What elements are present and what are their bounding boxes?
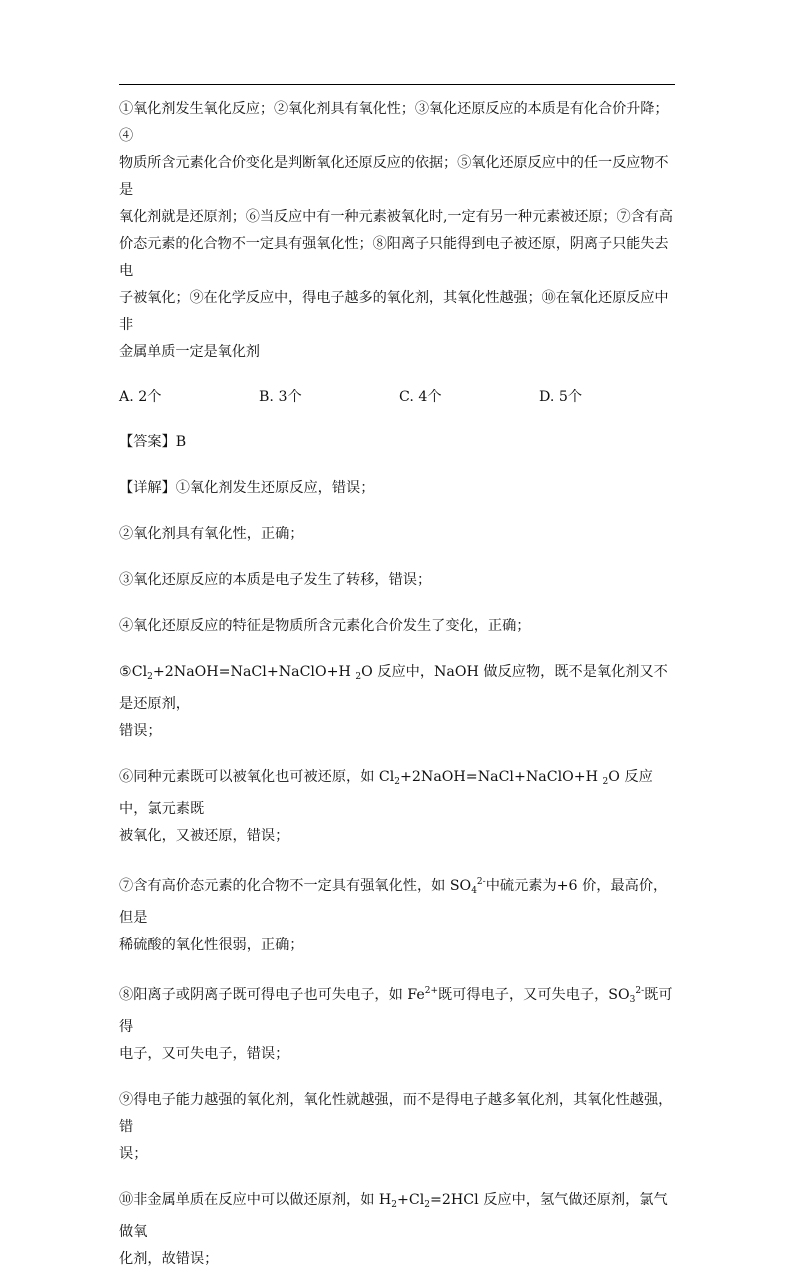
subscript: 3 — [629, 995, 636, 1005]
explanation-text: 被氧化，又被还原，错误； — [119, 828, 290, 844]
header-rule — [119, 84, 675, 85]
subscript: 2 — [147, 672, 153, 682]
answer: 【答案】B — [119, 434, 187, 450]
explanation-item-1: 【详解】①氧化剂发生还原反应，错误； — [119, 480, 375, 496]
explanation-text: ⑧阳离子或阴离子既可得电子也可失电子，如 Fe — [119, 987, 425, 1003]
question-line: 物质所含元素化合价变化是判断氧化还原反应的依据；⑤氧化还原反应中的任一反应物不是 — [119, 155, 669, 198]
question-line: ①氧化剂发生氧化反应；②氧化剂具有氧化性；③氧化还原反应的本质是有化合价升降；④ — [119, 101, 669, 144]
explanation-text: 稀硫酸的氧化性很弱，正确； — [119, 937, 304, 953]
explanation-text: ⑥同种元素既可以被氧化也可被还原，如 Cl — [119, 769, 395, 785]
subscript: 2 — [424, 1200, 431, 1210]
question-line: 子被氧化；⑨在化学反应中，得电子越多的氧化剂，其氧化性越强；⑩在氧化还原反应中非 — [119, 290, 669, 333]
explanation-item-8 — [119, 978, 679, 1068]
explanation-text: =2HCl 反应中，氢气做还原剂，氯气做氧 — [119, 1192, 668, 1240]
superscript: 2+ — [424, 986, 439, 996]
explanation-text: ⑩非金属单质在反应中可以做还原剂，如 H — [119, 1192, 392, 1208]
option-b: B. 3个 — [259, 389, 302, 405]
question-line: 价态元素的化合物不一定具有强氧化性；⑧阳离子只能得到电子被还原，阴离子只能失去电 — [119, 236, 669, 279]
content — [119, 96, 679, 1273]
subscript: 2 — [355, 672, 362, 682]
explanation — [119, 475, 679, 1273]
explanation-item-9 — [119, 1087, 679, 1168]
explanation-text: 错误； — [119, 723, 162, 739]
explanation-text: 既可得 — [119, 987, 673, 1035]
formula-text: +2NaOH=NaCl+NaClO+H — [152, 664, 356, 680]
subscript: 4 — [471, 886, 477, 896]
subscript: 2 — [391, 1200, 397, 1210]
question-line: 氧化剂就是还原剂；⑥当反应中有一种元素被氧化时,一定有另一种元素被还原；⑦含有高 — [119, 209, 673, 225]
subscript: 2 — [394, 777, 401, 787]
option-d: D. 5个 — [539, 389, 583, 405]
explanation-text: 电子，又可失电子，错误； — [119, 1046, 290, 1062]
explanation-item-3: ③氧化还原反应的本质是电子发生了转移，错误； — [119, 572, 432, 588]
formula-text: Cl — [131, 664, 148, 680]
subscript: 2 — [602, 777, 609, 787]
superscript: 2- — [476, 877, 486, 887]
explanation-item-7 — [119, 869, 679, 959]
explanation-text: ⑨得电子能力越强的氧化剂，氧化性就越强，而不是得电子越多氧化剂，其氧化性越强，错 — [119, 1092, 673, 1135]
explanation-text: ⑦含有高价态元素的化合物不一定具有强氧化性，如 SO — [119, 878, 472, 894]
question-stem — [119, 96, 679, 366]
explanation-text: 中硫元素为+6 价，最高价，但是 — [119, 878, 668, 926]
explanation-item-6 — [119, 764, 679, 850]
explanation-text: 化剂，故错误； — [119, 1251, 219, 1267]
explanation-item-2: ②氧化剂具有氧化性，正确； — [119, 526, 304, 542]
explanation-text: O 反应中，NaOH 做反应物，既不是氧化剂又不是还原剂， — [119, 664, 668, 712]
explanation-item-10 — [119, 1187, 679, 1273]
superscript: 2- — [635, 986, 645, 996]
option-c: C. 4个 — [399, 389, 442, 405]
explanation-text: O 反应中，氯元素既 — [119, 769, 653, 817]
explanation-item-4: ④氧化还原反应的特征是物质所含元素化合价发生了变化，正确； — [119, 618, 531, 634]
answer-options — [119, 384, 679, 411]
question-line: 金属单质一定是氧化剂 — [119, 344, 260, 360]
explanation-item-5: $⑤Cl_2+2NaOH=NaCl+NaClO+H$ $_2$O 反应中，NaOH 做反应物，既不是氧化剂又不是还原剂， 错误； — [119, 659, 679, 745]
option-a: A. 2个 — [119, 389, 162, 405]
formula-text: +Cl — [397, 1192, 425, 1208]
formula-text: +2NaOH=NaCl+NaClO+H — [400, 769, 603, 785]
explanation-text: 既可得电子，又可失电子，SO — [438, 987, 630, 1003]
explanation-text: 误； — [119, 1146, 148, 1162]
